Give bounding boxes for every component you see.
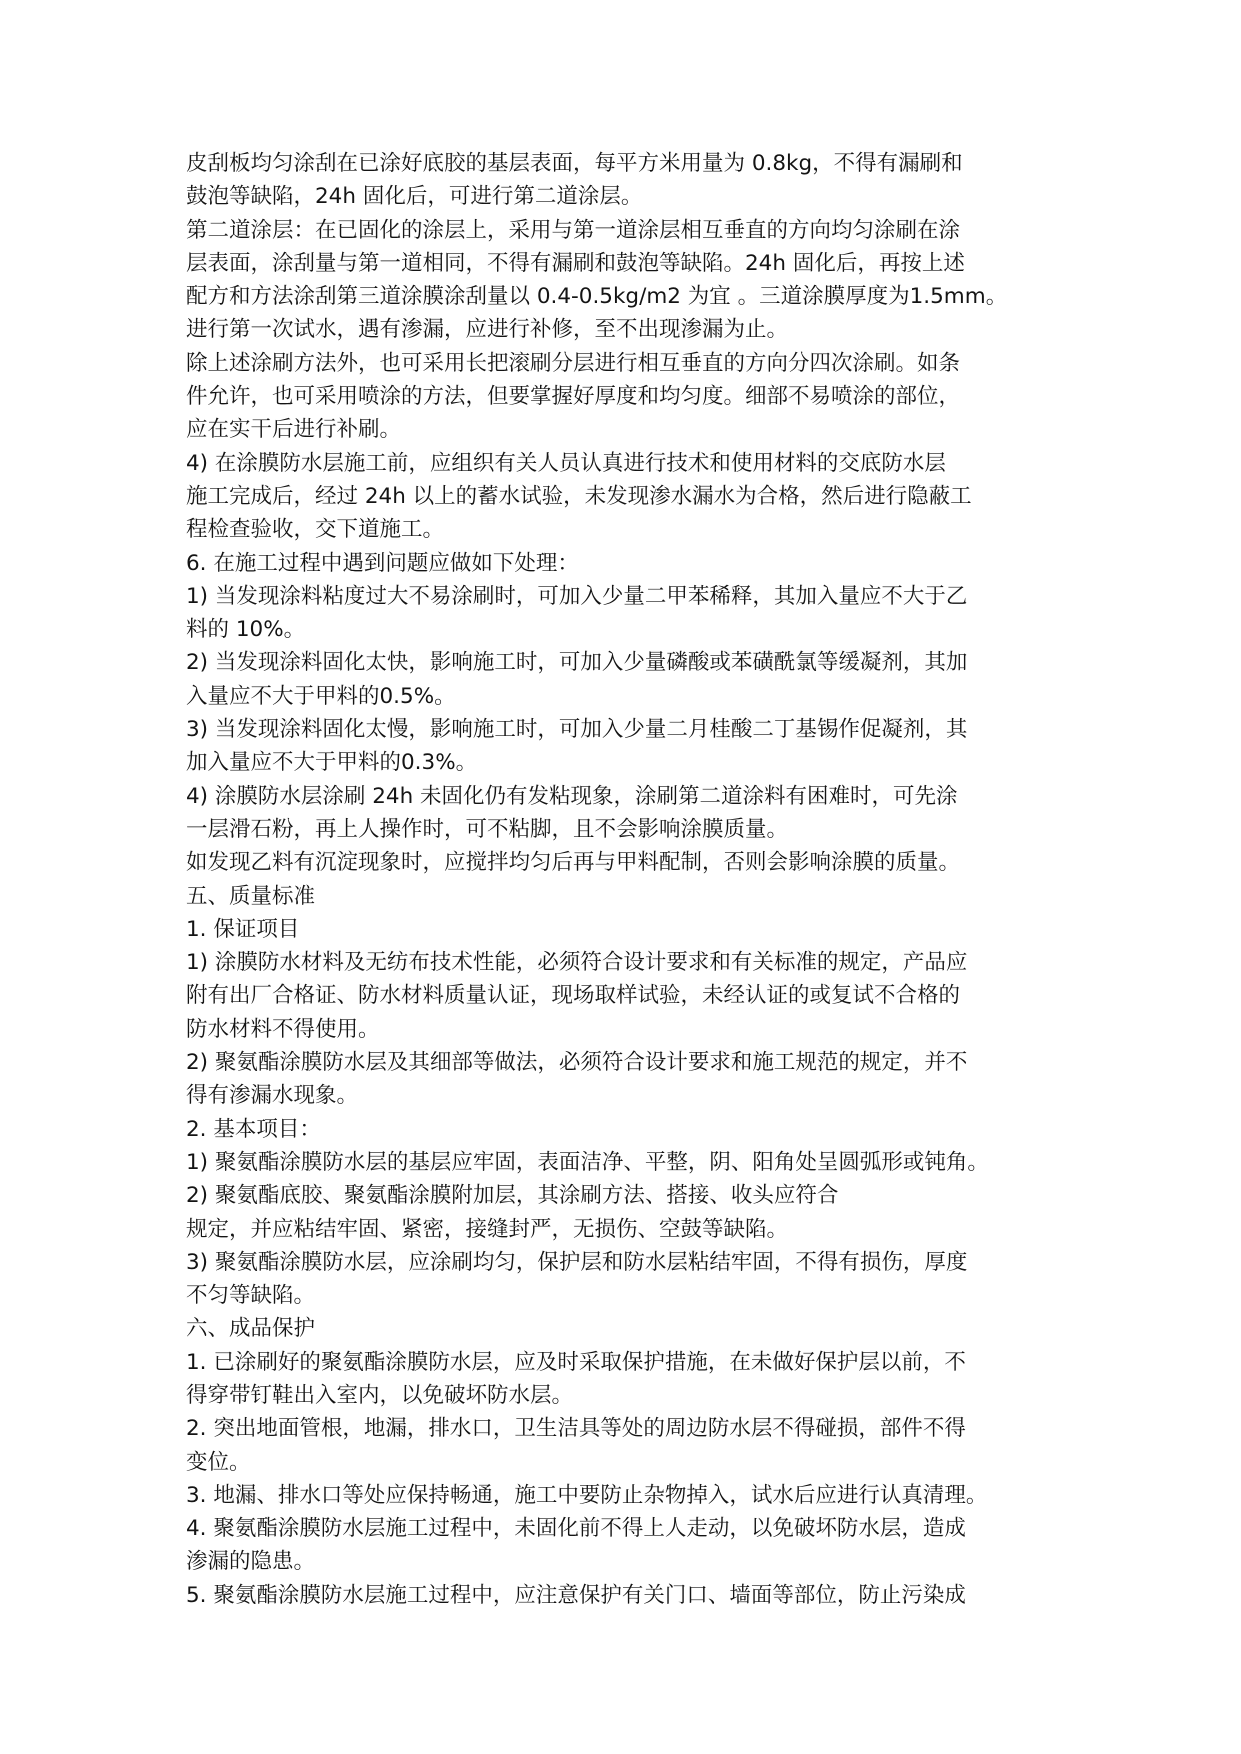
text-line: 2. 突出地面管根，地漏，排水口，卫生洁具等处的周边防水层不得碰损，部件不得 [186, 1416, 966, 1442]
text-line: 5. 聚氨酯涂膜防水层施工过程中，应注意保护有关门口、墙面等部位，防止污染成 [186, 1582, 966, 1608]
text-line: 应在实干后进行补刷。 [186, 417, 402, 443]
text-line: 加入量应不大于甲料的0.3%。 [186, 750, 478, 776]
text-line: 1) 聚氨酯涂膜防水层的基层应牢固，表面洁净、平整，阴、阳角处呈圆弧形或钝角。 [186, 1149, 989, 1175]
text-line: 附有出厂合格证、防水材料质量认证，现场取样试验，未经认证的或复试不合格的 [186, 983, 961, 1009]
text-line: 不匀等缺陷。 [186, 1283, 316, 1309]
text-line: 五、质量标准 [186, 883, 316, 909]
text-line: 如发现乙料有沉淀现象时，应搅拌均匀后再与甲料配制，否则会影响涂膜的质量。 [186, 850, 961, 876]
text-line: 4) 涂膜防水层涂刷 24h 未固化仍有发粘现象，涂刷第二道涂料有困难时，可先涂 [186, 783, 958, 809]
text-line: 得有渗漏水现象。 [186, 1083, 359, 1109]
text-line: 配方和方法涂刮第三道涂膜涂刮量以 0.4-0.5kg/m2 为宜 。三道涂膜厚度为1.5mm。 [186, 284, 1008, 310]
text-line: 规定，并应粘结牢固、紧密，接缝封严，无损伤、空鼓等缺陷。 [186, 1216, 789, 1242]
text-line: 皮刮板均匀涂刮在已涂好底胶的基层表面，每平方米用量为 0.8kg，不得有漏刷和 [186, 151, 963, 176]
text-line: 得穿带钉鞋出入室内，以免破坏防水层。 [186, 1382, 574, 1408]
text-line: 第二道涂层：在已固化的涂层上，采用与第一道涂层相互垂直的方向均匀涂刷在涂 [186, 217, 961, 243]
text-line: 4) 在涂膜防水层施工前，应组织有关人员认真进行技术和使用材料的交底防水层 [186, 450, 946, 476]
text-line: 3) 聚氨酯涂膜防水层，应涂刷均匀，保护层和防水层粘结牢固，不得有损伤，厚度 [186, 1249, 968, 1275]
text-line: 施工完成后，经过 24h 以上的蓄水试验，未发现渗水漏水为合格，然后进行隐蔽工 [186, 483, 972, 509]
text-line: 1. 已涂刷好的聚氨酯涂膜防水层，应及时采取保护措施，在未做好保护层以前，不 [186, 1349, 966, 1375]
text-line: 鼓泡等缺陷，24h 固化后，可进行第二道涂层。 [186, 184, 643, 210]
text-line: 防水材料不得使用。 [186, 1016, 380, 1042]
text-line: 程检查验收，交下道施工。 [186, 517, 445, 543]
text-line: 3. 地漏、排水口等处应保持畅通，施工中要防止杂物掉入，试水后应进行认真清理。 [186, 1482, 988, 1508]
text-line: 层表面，涂刮量与第一道相同，不得有漏刷和鼓泡等缺陷。24h 固化后，再按上述 [186, 250, 965, 276]
text-line: 2) 聚氨酯底胶、聚氨酯涂膜附加层，其涂刷方法、搭接、收头应符合 [186, 1183, 839, 1209]
text-line: 2. 基本项目： [186, 1116, 321, 1142]
text-line: 进行第一次试水，遇有渗漏，应进行补修，至不出现渗漏为止。 [186, 317, 789, 343]
text-line: 入量应不大于甲料的0.5%。 [186, 683, 456, 709]
text-line: 2) 聚氨酯涂膜防水层及其细部等做法，必须符合设计要求和施工规范的规定，并不 [186, 1050, 968, 1076]
text-line: 除上述涂刷方法外，也可采用长把滚刷分层进行相互垂直的方向分四次涂刷。如条 [186, 350, 961, 376]
text-line: 6. 在施工过程中遇到问题应做如下处理： [186, 550, 579, 576]
text-line: 2) 当发现涂料固化太快，影响施工时，可加入少量磷酸或苯磺酰氯等缓凝剂，其加 [186, 650, 968, 676]
text-line: 六、成品保护 [186, 1316, 316, 1342]
text-line: 1) 当发现涂料粘度过大不易涂刷时，可加入少量二甲苯稀释，其加入量应不大于乙 [186, 583, 968, 609]
text-line: 1. 保证项目 [186, 916, 300, 942]
text-line: 渗漏的隐患。 [186, 1549, 316, 1575]
text-line: 4. 聚氨酯涂膜防水层施工过程中，未固化前不得上人走动，以免破坏防水层，造成 [186, 1516, 966, 1542]
text-line: 件允许，也可采用喷涂的方法，但要掌握好厚度和均匀度。细部不易喷涂的部位， [186, 384, 961, 410]
text-line: 料的 10%。 [186, 617, 306, 643]
document-body-text [186, 147, 1066, 1612]
text-line: 3) 当发现涂料固化太慢，影响施工时，可加入少量二月桂酸二丁基锡作促凝剂，其 [186, 717, 968, 743]
text-line: 1) 涂膜防水材料及无纺布技术性能，必须符合设计要求和有关标准的规定，产品应 [186, 950, 968, 976]
text-line: 变位。 [186, 1449, 251, 1475]
text-line: 一层滑石粉，再上人操作时，可不粘脚，且不会影响涂膜质量。 [186, 816, 789, 842]
